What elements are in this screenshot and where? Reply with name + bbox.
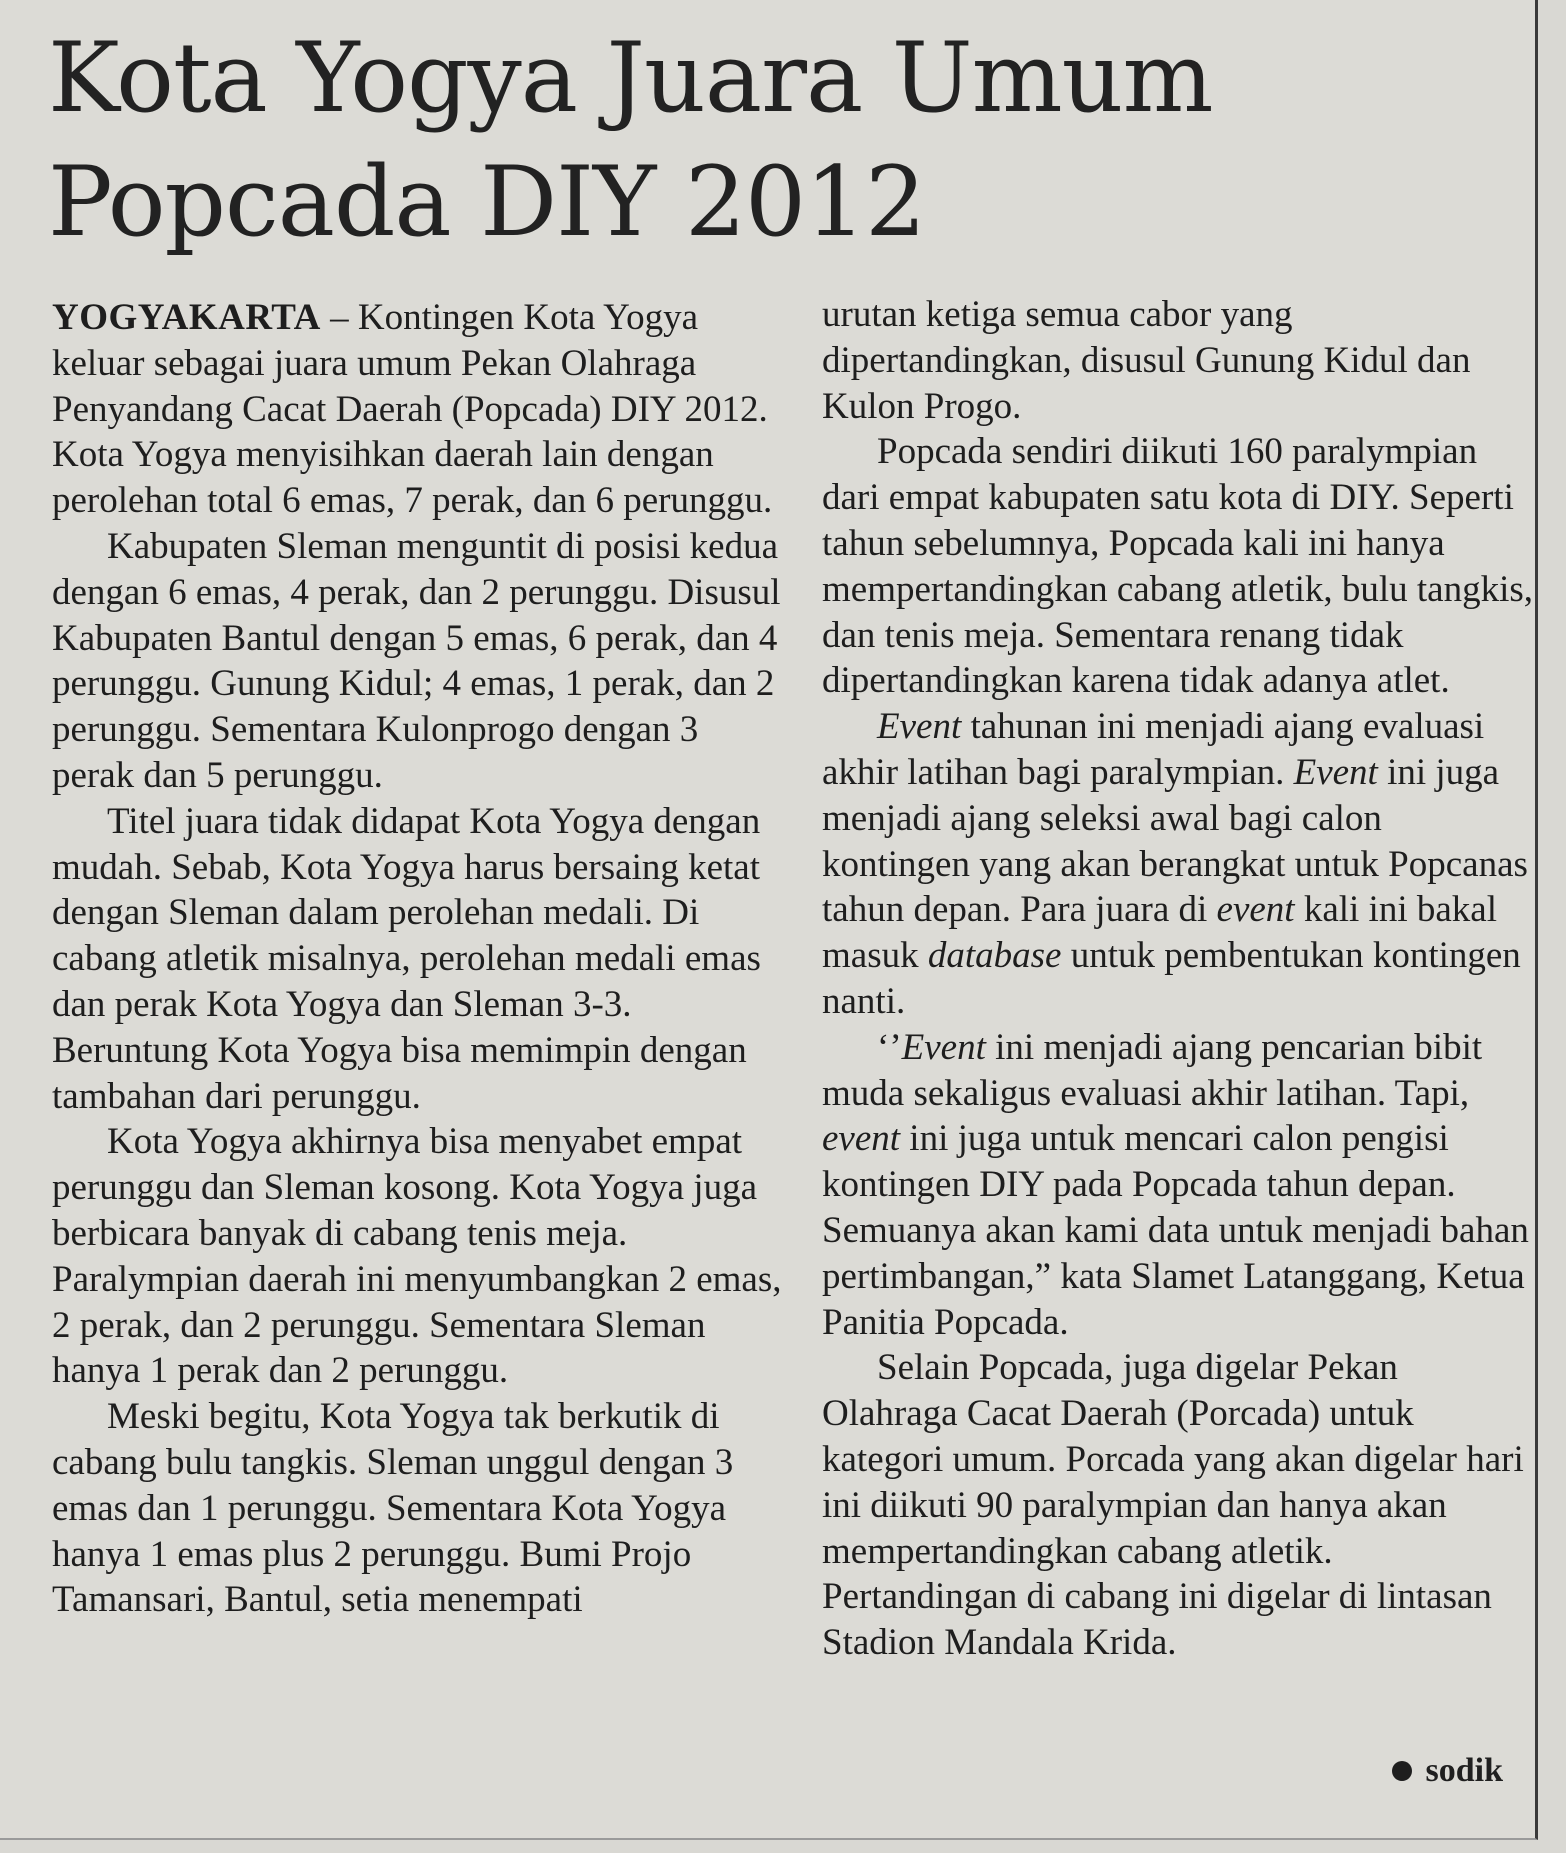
article-paragraph: Meski begitu, Kota Yogya tak berkutik di cabang bulu tangkis. Sleman unggul dengan 3 emas dan 1 perunggu. Sementara Kota Yogya hanya 1 emas plus 2 perunggu. Bumi Projo Tamansari, Bantul, setia menempati	[52, 1396, 734, 1621]
paragraph-text: ini menjadi ajang pencarian bibit muda sekaligus evaluasi akhir latihan. Tapi,	[822, 1026, 1483, 1114]
article-paragraph: urutan ketiga semua cabor yang dipertandingkan, disusul Gunung Kidul dan Kulon Progo.	[822, 294, 1471, 427]
headline-line-1: Kota Yogya Juara Umum	[48, 22, 1213, 134]
paragraph-text: ini juga menjadi ajang seleksi awal bagi calon kontingen yang akan berangkat untuk Popcanas tahun depan. Para juara di	[822, 751, 1528, 931]
italic-term: event	[822, 1118, 901, 1160]
headline	[48, 16, 1213, 264]
article-paragraph: Kabupaten Sleman menguntit di posisi kedua dengan 6 emas, 4 perak, dan 2 perunggu. Disusul Kabupaten Bantul dengan 5 emas, 6 perak, dan 4 perunggu. Gunung Kidul; 4 emas, 1 perak, dan 2 perunggu. Sementara Kulonprogo dengan 3 perak dan 5 perunggu.	[52, 525, 781, 796]
article-column-left	[52, 295, 786, 1623]
italic-term: event	[1216, 889, 1295, 931]
article-paragraph: Kota Yogya akhirnya bisa menyabet empat perunggu dan Sleman kosong. Kota Yogya juga berbicara banyak di cabang tenis meja. Paralympian daerah ini menyumbangkan 2 emas, 2 perak, dan 2 perunggu. Sementara Sleman hanya 1 perak dan 2 perunggu.	[52, 1121, 782, 1392]
article-paragraph: Selain Popcada, juga digelar Pekan Olahraga Cacat Daerah (Porcada) untuk kategori umum. Porcada yang akan digelar hari ini diikuti 90 paralympian dan hanya akan mempertandingkan cabang atletik. Pertandingan di cabang ini digelar di lintasan Stadion Mandala Krida.	[822, 1347, 1524, 1664]
dateline-dash: –	[320, 297, 358, 338]
paragraph-text: untuk pembentukan kontingen nanti.	[822, 935, 1521, 1022]
article-column-right	[822, 292, 1537, 1666]
italic-term: Event	[877, 706, 962, 748]
italic-term: Event	[1293, 751, 1378, 793]
article-paragraph: Popcada sendiri diikuti 160 paralympian dari empat kabupaten satu kota di DIY. Seperti tahun sebelumnya, Popcada kali ini hanya mempertandingkan cabang atletik, bulu tangkis, dan tenis meja. Sementara renang tidak dipertandingkan karena tidak adanya atlet.	[822, 431, 1534, 702]
italic-term: database	[927, 935, 1062, 977]
paragraph-text: ini juga untuk mencari calon pengisi kontingen DIY pada Popcada tahun depan. Semuanya akan kami data untuk menjadi bahan pertimbangan,” kata Slamet Latanggang, Ketua Panitia Popcada.	[822, 1118, 1529, 1343]
headline-line-2: Popcada DIY 2012	[48, 146, 926, 258]
open-quote: ‘’	[877, 1026, 902, 1068]
byline-author: sodik	[1425, 1752, 1503, 1789]
paragraph-text: kali ini bakal masuk	[822, 889, 1497, 977]
article-paragraph: Titel juara tidak didapat Kota Yogya dengan mudah. Sebab, Kota Yogya harus bersaing ketat dengan Sleman dalam perolehan medali. Di cabang atletik misalnya, perolehan medali emas dan perak Kota Yogya dan Sleman 3-3. Beruntung Kota Yogya bisa memimpin dengan tambahan dari perunggu.	[52, 800, 761, 1117]
italic-term: Event	[901, 1026, 986, 1068]
bullet-icon	[1392, 1761, 1412, 1781]
article-paragraph	[52, 295, 786, 524]
paragraph-text: Kontingen Kota Yogya keluar sebagai juara umum Pekan Olahraga Penyandang Cacat Daerah (Popcada) DIY 2012. Kota Yogya menyisihkan daerah lain dengan perolehan total 6 emas, 7 perak, dan 6 perunggu.	[52, 297, 773, 522]
paragraph-text: tahunan ini menjadi ajang evaluasi akhir latihan bagi paralympian.	[822, 706, 1485, 793]
article-paragraph	[822, 704, 1537, 1025]
dateline: YOGYAKARTA	[52, 297, 321, 338]
article-paragraph	[822, 1025, 1537, 1346]
byline	[1392, 1752, 1504, 1790]
